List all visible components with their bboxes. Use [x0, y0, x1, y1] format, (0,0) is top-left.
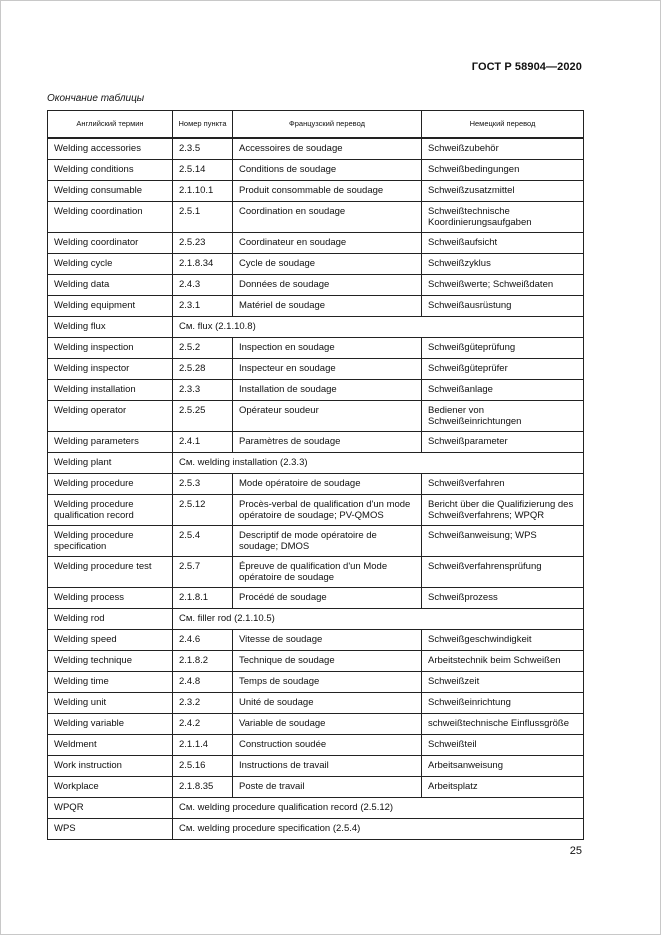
cell-cross-reference: См. filler rod (2.1.10.5): [173, 609, 584, 630]
cell-french-translation: Vitesse de soudage: [233, 630, 422, 651]
cell-french-translation: Mode opératoire de soudage: [233, 474, 422, 495]
cell-english-term: Welding parameters: [48, 432, 173, 453]
cell-english-term: Welding variable: [48, 714, 173, 735]
cell-english-term: Welding flux: [48, 317, 173, 338]
cell-clause-number: 2.5.4: [173, 526, 233, 557]
cell-german-translation: Schweißzusatzmittel: [422, 181, 584, 202]
cell-clause-number: 2.4.8: [173, 672, 233, 693]
cell-clause-number: 2.5.2: [173, 338, 233, 359]
cell-clause-number: 2.3.2: [173, 693, 233, 714]
header-english-term: Английский термин: [48, 111, 173, 139]
cell-clause-number: 2.3.1: [173, 296, 233, 317]
cell-clause-number: 2.1.8.34: [173, 254, 233, 275]
cell-clause-number: 2.5.23: [173, 233, 233, 254]
table-row: [48, 630, 584, 651]
table-row: [48, 380, 584, 401]
table-row: [48, 138, 584, 160]
cell-english-term: Welding procedure specification: [48, 526, 173, 557]
table-row: [48, 557, 584, 588]
cell-english-term: Welding installation: [48, 380, 173, 401]
cell-french-translation: Procédé de soudage: [233, 588, 422, 609]
cell-german-translation: Schweißgeschwindigkeit: [422, 630, 584, 651]
cell-clause-number: 2.4.6: [173, 630, 233, 651]
cell-french-translation: Technique de soudage: [233, 651, 422, 672]
cell-french-translation: Poste de travail: [233, 777, 422, 798]
cell-german-translation: Schweißanlage: [422, 380, 584, 401]
cell-english-term: Welding unit: [48, 693, 173, 714]
cell-english-term: WPQR: [48, 798, 173, 819]
header-german-translation: Немецкий перевод: [422, 111, 584, 139]
cell-french-translation: Temps de soudage: [233, 672, 422, 693]
table-row: [48, 714, 584, 735]
cell-french-translation: Procès-verbal de qualification d'un mode opératoire de soudage; PV-QMOS: [233, 495, 422, 526]
table-row: [48, 338, 584, 359]
table-row: [48, 233, 584, 254]
cell-english-term: Welding process: [48, 588, 173, 609]
cell-german-translation: Schweißaufsicht: [422, 233, 584, 254]
cell-german-translation: Schweißgüteprüfer: [422, 359, 584, 380]
cell-french-translation: Instructions de travail: [233, 756, 422, 777]
cell-german-translation: Schweißteil: [422, 735, 584, 756]
cell-french-translation: Coordination en soudage: [233, 202, 422, 233]
table-row: [48, 798, 584, 819]
table-row: [48, 453, 584, 474]
cell-french-translation: Opérateur soudeur: [233, 401, 422, 432]
cell-german-translation: Bericht über die Qualifizierung des Schweißverfahrens; WPQR: [422, 495, 584, 526]
cell-clause-number: 2.4.2: [173, 714, 233, 735]
cell-english-term: Welding procedure: [48, 474, 173, 495]
cell-clause-number: 2.5.7: [173, 557, 233, 588]
cell-english-term: WPS: [48, 819, 173, 840]
table-row: [48, 202, 584, 233]
cell-clause-number: 2.5.1: [173, 202, 233, 233]
cell-french-translation: Inspection en soudage: [233, 338, 422, 359]
cell-french-translation: Unité de soudage: [233, 693, 422, 714]
cell-german-translation: Arbeitsanweisung: [422, 756, 584, 777]
cell-clause-number: 2.5.3: [173, 474, 233, 495]
cell-english-term: Welding time: [48, 672, 173, 693]
cell-english-term: Welding equipment: [48, 296, 173, 317]
cell-english-term: Workplace: [48, 777, 173, 798]
cell-french-translation: Matériel de soudage: [233, 296, 422, 317]
cell-english-term: Welding coordinator: [48, 233, 173, 254]
cell-cross-reference: См. flux (2.1.10.8): [173, 317, 584, 338]
cell-german-translation: Schweißanweisung; WPS: [422, 526, 584, 557]
cell-cross-reference: См. welding procedure qualification record (2.5.12): [173, 798, 584, 819]
cell-english-term: Welding inspector: [48, 359, 173, 380]
cell-english-term: Work instruction: [48, 756, 173, 777]
cell-german-translation: Schweißgüteprüfung: [422, 338, 584, 359]
cell-english-term: Welding cycle: [48, 254, 173, 275]
cell-german-translation: Schweißzyklus: [422, 254, 584, 275]
cell-clause-number: 2.1.8.1: [173, 588, 233, 609]
table-row: [48, 735, 584, 756]
cell-german-translation: Arbeitstechnik beim Schweißen: [422, 651, 584, 672]
table-row: [48, 296, 584, 317]
cell-clause-number: 2.1.10.1: [173, 181, 233, 202]
table-header-row: [48, 111, 584, 139]
cell-german-translation: Schweißausrüstung: [422, 296, 584, 317]
table-caption: Окончание таблицы: [47, 93, 145, 104]
cell-french-translation: Accessoires de soudage: [233, 138, 422, 160]
cell-french-translation: Cycle de soudage: [233, 254, 422, 275]
cell-cross-reference: См. welding installation (2.3.3): [173, 453, 584, 474]
cell-clause-number: 2.3.5: [173, 138, 233, 160]
table-row: [48, 819, 584, 840]
cell-german-translation: Schweißzubehör: [422, 138, 584, 160]
cell-french-translation: Paramètres de soudage: [233, 432, 422, 453]
table-row: [48, 651, 584, 672]
cell-french-translation: Données de soudage: [233, 275, 422, 296]
cell-german-translation: schweißtechnische Einflussgröße: [422, 714, 584, 735]
cell-clause-number: 2.1.8.2: [173, 651, 233, 672]
cell-english-term: Welding technique: [48, 651, 173, 672]
cell-french-translation: Inspecteur en soudage: [233, 359, 422, 380]
cell-german-translation: Schweißwerte; Schweißdaten: [422, 275, 584, 296]
cell-french-translation: Conditions de soudage: [233, 160, 422, 181]
cell-english-term: Welding coordination: [48, 202, 173, 233]
table-row: [48, 181, 584, 202]
table-row: [48, 495, 584, 526]
page-number: 25: [569, 845, 582, 857]
cell-english-term: Welding operator: [48, 401, 173, 432]
cell-clause-number: 2.5.28: [173, 359, 233, 380]
cell-cross-reference: См. welding procedure specification (2.5.4): [173, 819, 584, 840]
cell-english-term: Welding data: [48, 275, 173, 296]
cell-clause-number: 2.5.16: [173, 756, 233, 777]
cell-clause-number: 2.5.25: [173, 401, 233, 432]
cell-german-translation: Schweißbedingungen: [422, 160, 584, 181]
table-row: [48, 672, 584, 693]
cell-french-translation: Descriptif de mode opératoire de soudage; DMOS: [233, 526, 422, 557]
cell-clause-number: 2.3.3: [173, 380, 233, 401]
cell-german-translation: Schweißeinrichtung: [422, 693, 584, 714]
cell-english-term: Welding plant: [48, 453, 173, 474]
table-row: [48, 401, 584, 432]
table-row: [48, 317, 584, 338]
cell-english-term: Welding accessories: [48, 138, 173, 160]
table-row: [48, 588, 584, 609]
cell-clause-number: 2.4.3: [173, 275, 233, 296]
cell-french-translation: Construction soudée: [233, 735, 422, 756]
terms-table: [47, 110, 584, 840]
table-row: [48, 756, 584, 777]
table-row: [48, 359, 584, 380]
cell-clause-number: 2.1.8.35: [173, 777, 233, 798]
cell-english-term: Welding procedure qualification record: [48, 495, 173, 526]
table-row: [48, 609, 584, 630]
cell-english-term: Welding conditions: [48, 160, 173, 181]
cell-french-translation: Installation de soudage: [233, 380, 422, 401]
document-code: ГОСТ Р 58904—2020: [471, 61, 582, 73]
table-row: [48, 526, 584, 557]
cell-french-translation: Variable de soudage: [233, 714, 422, 735]
cell-english-term: Welding speed: [48, 630, 173, 651]
cell-german-translation: Schweißparameter: [422, 432, 584, 453]
cell-clause-number: 2.1.1.4: [173, 735, 233, 756]
cell-german-translation: Bediener von Schweißeinrichtungen: [422, 401, 584, 432]
cell-english-term: Welding inspection: [48, 338, 173, 359]
cell-french-translation: Épreuve de qualification d'un Mode opératoire de soudage: [233, 557, 422, 588]
cell-german-translation: Schweißzeit: [422, 672, 584, 693]
table-row: [48, 777, 584, 798]
table-row: [48, 474, 584, 495]
cell-german-translation: Schweißtechnische Koordinierungsaufgaben: [422, 202, 584, 233]
cell-english-term: Welding procedure test: [48, 557, 173, 588]
table-row: [48, 275, 584, 296]
cell-english-term: Welding consumable: [48, 181, 173, 202]
cell-german-translation: Schweißprozess: [422, 588, 584, 609]
cell-english-term: Welding rod: [48, 609, 173, 630]
cell-clause-number: 2.5.14: [173, 160, 233, 181]
table-body: [48, 138, 584, 840]
header-clause-number: Номер пункта: [173, 111, 233, 139]
table-row: [48, 432, 584, 453]
table-row: [48, 160, 584, 181]
table-row: [48, 254, 584, 275]
cell-clause-number: 2.5.12: [173, 495, 233, 526]
cell-english-term: Weldment: [48, 735, 173, 756]
cell-german-translation: Arbeitsplatz: [422, 777, 584, 798]
cell-clause-number: 2.4.1: [173, 432, 233, 453]
cell-german-translation: Schweißverfahrensprüfung: [422, 557, 584, 588]
cell-german-translation: Schweißverfahren: [422, 474, 584, 495]
cell-french-translation: Produit consommable de soudage: [233, 181, 422, 202]
table-row: [48, 693, 584, 714]
cell-french-translation: Coordinateur en soudage: [233, 233, 422, 254]
header-french-translation: Французский перевод: [233, 111, 422, 139]
